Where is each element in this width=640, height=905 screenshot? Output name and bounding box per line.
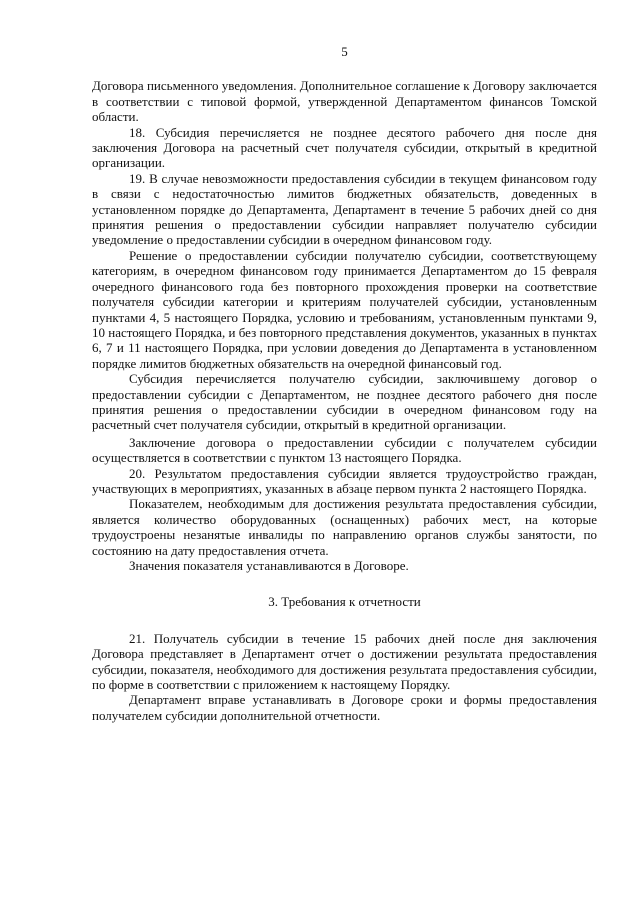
paragraph-decision: Решение о предоставлении субсидии получателю субсидии, соответствующему категориям, в очередном финансовом году принимается Департаментом до 15 февраля очередного финансового года без повторного прохождения проверки на соответствие получателя субсидии категории и критериям получателей субсидии, установленным пунктами 4, 5 настоящего Порядка, условию и требованиям, установленным пунктами 9, 10 настоящего Порядка, и без повторного представления документов, указанных в пунктах 6, 7 и 11 настоящего Порядка, при условии доведения до Департамента в установленном порядке лимитов бюджетных обязательств на очередной финансовый год. [92, 247, 597, 371]
paragraph-item-19: 19. В случае невозможности предоставления субсидии в текущем финансовом году в связи с недостаточностью лимитов бюджетных обязательств, доведенных в установленном порядке до Департамента, Департамент в течение 5 рабочих дней со дня принятия решения о предоставлении субсидии направляет получателю субсидии уведомление о предоставлении субсидии в очередном финансовом году. [92, 170, 597, 248]
page-number: 5 [341, 44, 348, 59]
paragraph-indicator-values: Значения показателя устанавливаются в Договоре. [129, 558, 409, 573]
document-page [92, 44, 597, 723]
paragraph-contract: Заключение договора о предоставлении субсидии с получателем субсидии осуществляется в соответствии с пунктом 13 настоящего Порядка. [92, 434, 597, 466]
paragraph-item-20: 20. Результатом предоставления субсидии является трудоустройство граждан, участвующих в мероприятиях, указанных в абзаце первом пункта 2 настоящего Порядка. [92, 465, 597, 496]
paragraph-additional-reporting: Департамент вправе устанавливать в Договоре сроки и формы предоставления получателем субсидии дополнительной отчетности. [92, 692, 597, 723]
paragraph-transfer: Субсидия перечисляется получателю субсидии, заключившему договор о предоставлении субсидии с Департаментом, не позднее десятого рабочего дня после принятия решения о предоставлении субсидии в очередном финансовом году на расчетный счет получателя субсидии, открытый в кредитной организации. [92, 371, 597, 433]
paragraph-indicator: Показателем, необходимым для достижения результата предоставления субсидии, является количество оборудованных (оснащенных) рабочих мест, на которые трудоустроены незанятые инвалиды по направлению органов службы занятости, по состоянию на дату предоставления отчета. [92, 496, 597, 558]
paragraph-continuation: Договора письменного уведомления. Дополнительное соглашение к Договору заключается в соответствии с типовой формой, утвержденной Департаментом финансов Томской области. [92, 78, 597, 125]
paragraph-item-18: 18. Субсидия перечисляется не позднее десятого рабочего дня после дня заключения Договора на расчетный счет получателя субсидии, открытый в кредитной организации. [92, 124, 597, 171]
section-title: 3. Требования к отчетности [268, 594, 421, 610]
paragraph-item-21: 21. Получатель субсидии в течение 15 рабочих дней после дня заключения Договора представляет в Департамент отчет о достижении результата предоставления субсидии, показателя, необходимого для достижения результата предоставления субсидии, по форме в соответствии с приложением к настоящему Порядку. [92, 630, 597, 693]
